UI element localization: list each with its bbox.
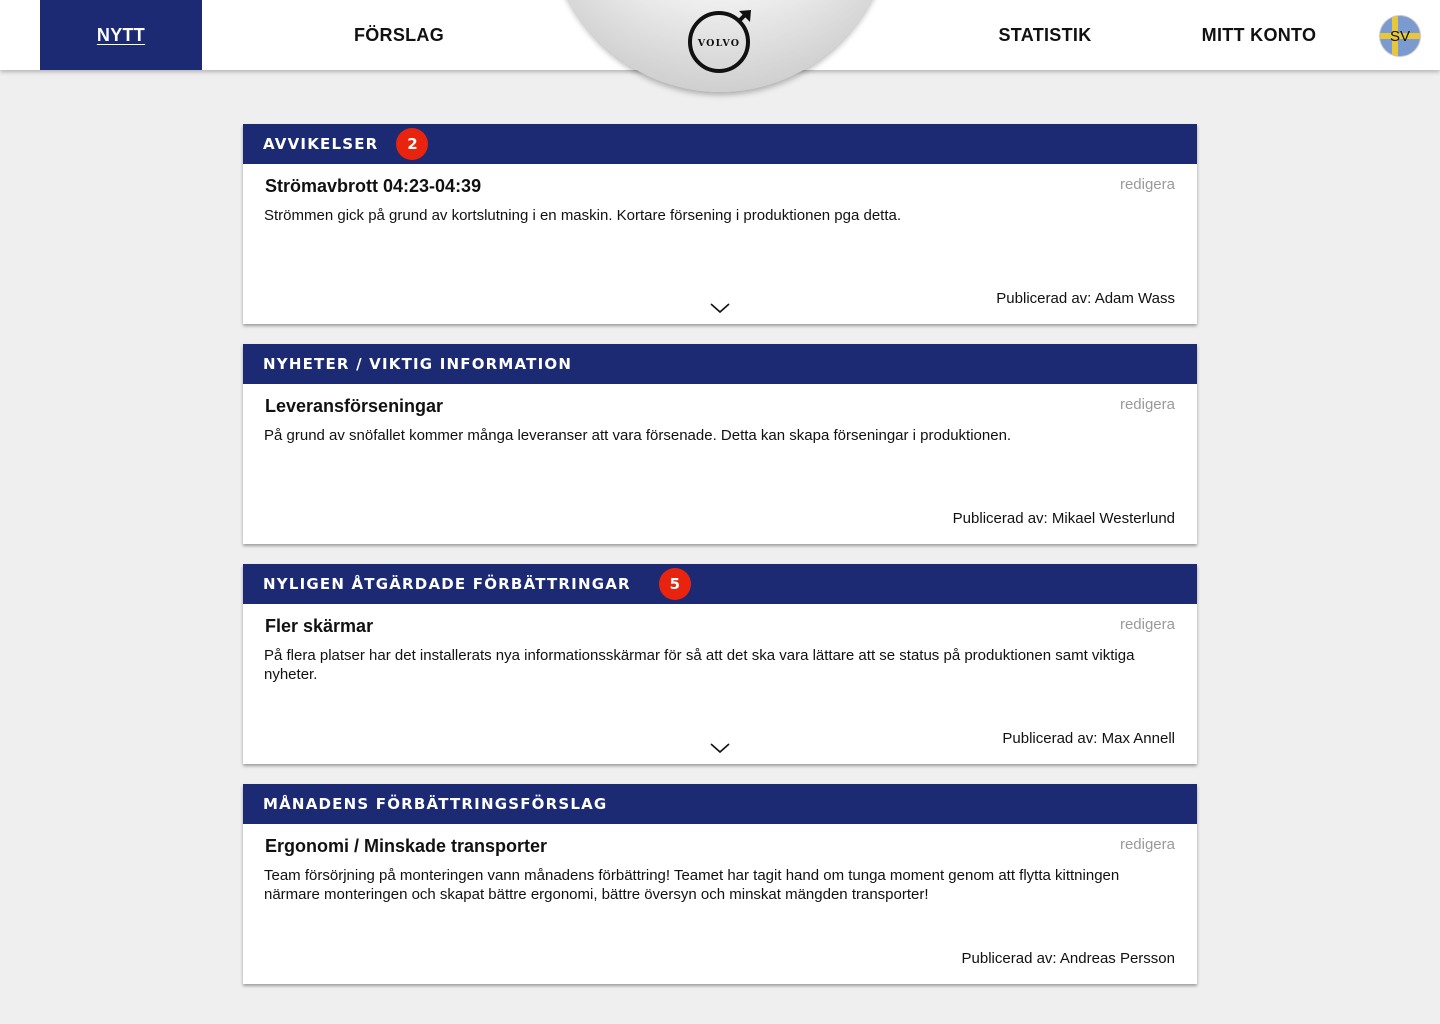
section-title: MÅNADENS FÖRBÄTTRINGSFÖRSLAG	[263, 795, 608, 813]
section-title: NYLIGEN ÅTGÄRDADE FÖRBÄTTRINGAR	[263, 575, 631, 593]
section-header	[243, 784, 1197, 824]
post-body: På grund av snöfallet kommer många leveranser att vara försenade. Detta kan skapa förseningar i produktionen.	[264, 427, 1012, 444]
section-avvikelser	[243, 124, 1197, 324]
tab-forslag[interactable]: FÖRSLAG	[353, 24, 445, 45]
post-title: Fler skärmar	[265, 616, 374, 636]
count-badge: 5	[659, 568, 691, 600]
post-title: Leveransförseningar	[265, 396, 444, 416]
volvo-logo	[685, 6, 755, 76]
chevron-down-icon[interactable]	[709, 741, 731, 755]
section-title: NYHETER / VIKTIG INFORMATION	[263, 355, 573, 373]
logo-text: VOLVO	[697, 38, 741, 49]
post-author: Publicerad av: Max Annell	[1002, 730, 1175, 747]
section-header	[243, 124, 1197, 164]
section-manadens-forslag	[243, 784, 1197, 984]
edit-link[interactable]: redigera	[1119, 396, 1175, 413]
section-header	[243, 344, 1197, 384]
count-badge: 2	[396, 128, 428, 160]
language-label: SV	[1389, 27, 1410, 45]
post-title: Ergonomi / Minskade transporter	[265, 836, 548, 856]
edit-link[interactable]: redigera	[1119, 176, 1175, 193]
section-atgardade-forbattringar	[243, 564, 1197, 764]
post-body: Strömmen gick på grund av kortslutning i en maskin. Kortare försening i produktionen pga detta.	[264, 207, 902, 224]
edit-link[interactable]: redigera	[1119, 616, 1175, 633]
edit-link[interactable]: redigera	[1119, 836, 1175, 853]
post-body: Team försörjning på monteringen vann månadens förbättring! Teamet har tagit hand om tunga moment genom att flytta kittningen närmare monteringen och skapat bättre ergonomi, bättre översyn och minskat mängden transporter!	[264, 867, 1120, 903]
post-title: Strömavbrott 04:23-04:39	[265, 176, 482, 196]
section-header	[243, 564, 1197, 604]
post-author: Publicerad av: Adam Wass	[996, 290, 1175, 307]
section-title: AVVIKELSER	[263, 135, 379, 153]
section-nyheter	[243, 344, 1197, 544]
post-author: Publicerad av: Andreas Persson	[961, 950, 1175, 967]
chevron-down-icon[interactable]	[709, 301, 731, 315]
post-author: Publicerad av: Mikael Westerlund	[952, 510, 1175, 527]
tab-mitt-konto[interactable]: MITT KONTO	[1201, 24, 1317, 45]
language-selector[interactable]	[1380, 16, 1420, 56]
post-body: På flera platser har det installerats nya informationsskärmar för så att det ska vara lättare att se status på produktionen samt viktiga nyheter.	[264, 647, 1135, 683]
tab-nytt[interactable]: NYTT	[40, 0, 202, 70]
tab-statistik[interactable]: STATISTIK	[998, 24, 1092, 45]
